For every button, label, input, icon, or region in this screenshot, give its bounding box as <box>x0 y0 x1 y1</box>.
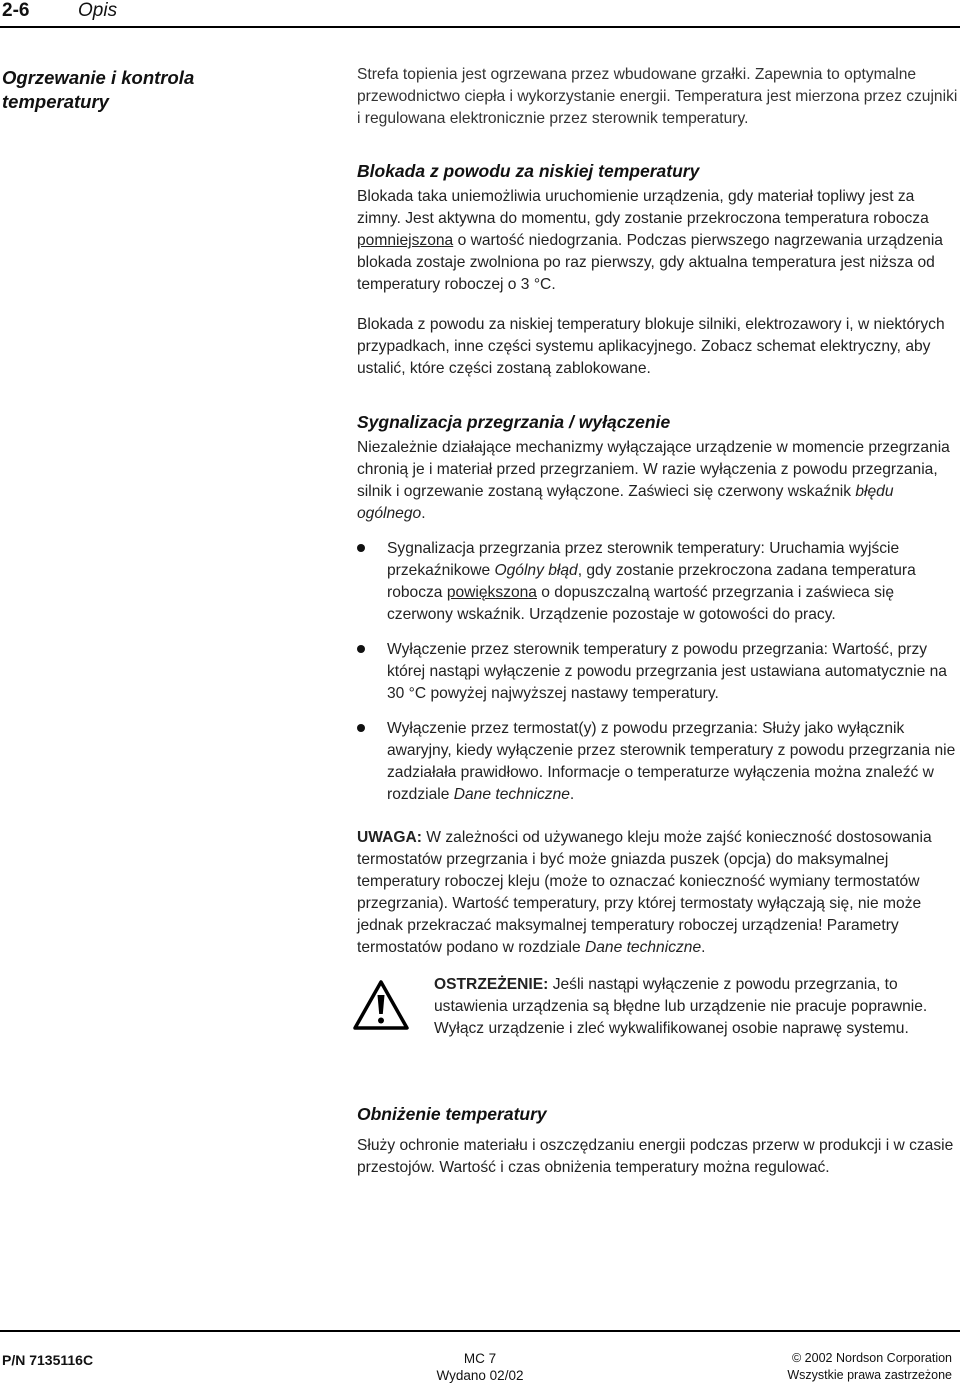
list-item: Wyłączenie przez sterownik temperatury z powodu przegrzania: Wartość, przy której nastąpi wyłączenie z powodu przegrzania jest ustawiana automatycznie na 30 °C powyżej najwyższej nastawy temperatury. <box>357 639 960 705</box>
page-number: 2-6 <box>2 0 30 21</box>
bullet-icon <box>357 645 365 653</box>
header-rule <box>0 26 960 28</box>
warning-label: OSTRZEŻENIE: <box>434 976 549 993</box>
overheat-paragraph: Niezależnie działające mechanizmy wyłączające urządzenie w momencie przegrzania chronią je i materiał przed przegrzaniem. W razie wyłączenia z powodu przegrzania, silnik i ogrzewanie zostaną wyłączone. Zaświeci się czerwony wskaźnik błędu ogólnego. <box>357 439 950 522</box>
heading-low-temp-lock: Blokada z powodu za niskiej temperatury <box>357 161 700 181</box>
warning-text: OSTRZEŻENIE: Jeśli nastąpi wyłączenie z powodu przegrzania, to ustawienia urządzenia są błędne lub urządzenie nie pracuje poprawnie. Wyłącz urządzenie i zleć wykwalifikowanej osobie naprawę systemu. <box>434 976 928 1037</box>
footer-right <box>787 1350 952 1384</box>
list-item: Sygnalizacja przegrzania przez sterownik temperatury: Uruchamia wyjście przekaźnikowe Ogólny błąd, gdy zostanie przekroczona zadana temperatura robocza powiększona o dopuszczalną wartość przegrzania i zaświeca się czerwony wskaźnik. Urządzenie pozostaje w gotowości do pracy. <box>357 538 960 626</box>
copyright: © 2002 Nordson Corporation <box>792 1351 952 1365</box>
footer-center <box>400 1350 560 1384</box>
low-temp-lock-paragraph-1: Blokada taka uniemożliwia uruchomienie urządzenia, gdy materiał topliwy jest za zimny. Jest aktywna do momentu, gdy zostanie przekroczona temperatura robocza pomniejszona o wartość niedogrzania. Podczas pierwszego nagrzewania urządzenia blokada zostaje zwolniona po raz pierwszy, gdy aktualna temperatura jest niższa od temperatury roboczej o 3 °C. <box>357 188 943 293</box>
intro-paragraph: Strefa topienia jest ogrzewana przez wbudowane grzałki. Zapewnia to optymalne przewodnictwo ciepła i wykorzystanie energii. Temperatura jest mierzona przez czujniki i regulowana elektronicznie przez sterownik temperatury. <box>357 66 958 127</box>
side-title: Ogrzewanie i kontrola temperatury <box>2 67 195 112</box>
part-number: P/N 7135116C <box>2 1352 94 1368</box>
model-name: MC 7 <box>463 1351 497 1366</box>
list-item: Wyłączenie przez termostat(y) z powodu przegrzania: Służy jako wyłącznik awaryjny, kiedy wyłączenie przez sterownik temperatury z powodu przegrzania nie zadziałała prawidłowo. Informacje o temperaturze wyłączenia można znaleźć w rozdziale Dane techniczne. <box>357 718 960 806</box>
rights-reserved: Wszystkie prawa zastrzeżone <box>787 1368 952 1382</box>
overheat-list <box>357 538 960 806</box>
page-footer <box>0 1330 960 1387</box>
issue-date: Wydano 02/02 <box>436 1368 524 1383</box>
heading-overheat: Sygnalizacja przegrzania / wyłączenie <box>357 412 671 432</box>
page-header <box>0 0 960 30</box>
underlined-term: pomniejszona <box>357 232 454 249</box>
section-title: Opis <box>78 0 118 21</box>
low-temp-lock-paragraph-2: Blokada z powodu za niskiej temperatury blokuje silniki, elektrozawory i, w niektórych przypadkach, inne części systemu aplikacyjnego. Zobacz schemat elektryczny, aby ustalić, które części zostaną zablokowane. <box>357 316 945 377</box>
note-label: UWAGA: <box>357 829 422 846</box>
heading-temp-reduction: Obniżenie temperatury <box>357 1104 547 1124</box>
warning-triangle-icon <box>353 980 409 1030</box>
note-paragraph: UWAGA: W zależności od używanego kleju może zajść konieczność dostosowania termostatów przegrzania i być może gniazda puszek (opcja) do maksymalnej temperatury roboczej kleju (może to oznaczać konieczność wymiany termostatów przegrzania). Wartość temperatury, przy której termostaty wyłączają się, nie może jednak przekraczać maksymalnej temperatury roboczej urządzenia! Parametry termostatów podano w rozdziale Dane techniczne. <box>357 829 932 956</box>
footer-rule <box>0 1330 960 1332</box>
warning-box <box>357 974 960 1064</box>
main-content <box>357 64 960 1179</box>
bullet-icon <box>357 724 365 732</box>
temp-reduction-paragraph: Służy ochronie materiału i oszczędzaniu energii podczas przerw w produkcji i w czasie przestojów. Wartość i czas obniżenia temperatury można regulować. <box>357 1137 954 1176</box>
bullet-icon <box>357 544 365 552</box>
